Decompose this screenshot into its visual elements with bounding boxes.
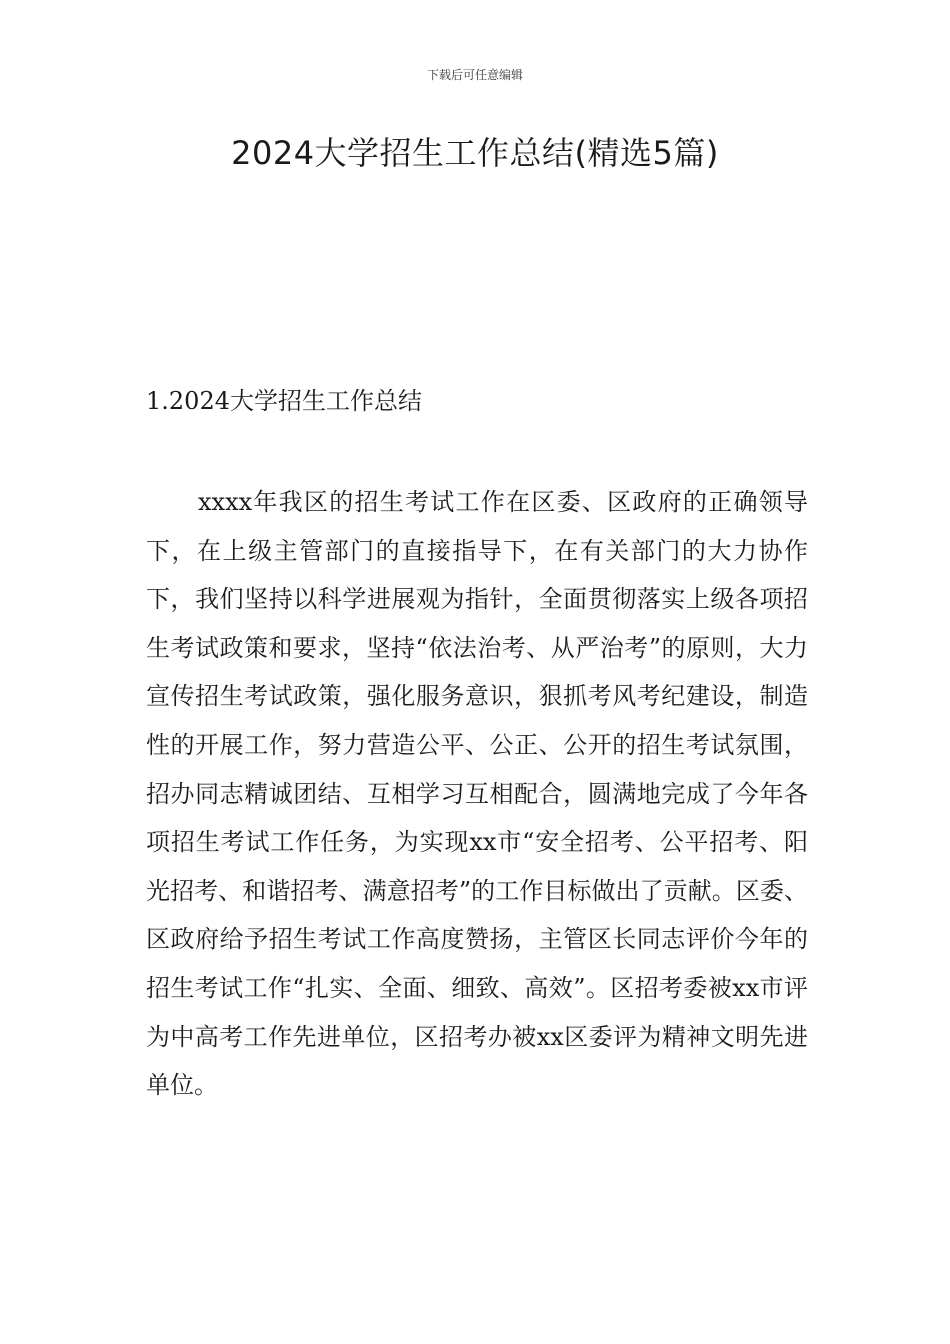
document-title: 2024大学招生工作总结(精选5篇) — [231, 134, 719, 172]
section-heading: 1.2024大学招生工作总结 — [146, 387, 422, 415]
body-paragraph: xxxx年我区的招生考试工作在区委、区政府的正确领导下，在上级主管部门的直接指导下，在有关部门的大力协作下，我们坚持以科学进展观为指针，全面贯彻落实上级各项招生考试政策和要求，坚持“依法治考、从严治考”的原则，大力宣传招生考试政策，强化服务意识，狠抓考风考纪建设，制造性的开展工作，努力营造公平、公正、公开的招生考试氛围，招办同志精诚团结、互相学习互相配合，圆满地完成了今年各项招生考试工作任务，为实现xx市“安全招考、公平招考、阳光招考、和谐招考、满意招考”的工作目标做出了贡献。区委、区政府给予招生考试工作高度赞扬，主管区长同志评价今年的招生考试工作“扎实、全面、细致、高效”。区招考委被xx市评为中高考工作先进单位，区招考办被xx区委评为精神文明先进单位。 — [146, 488, 808, 1100]
header-note: 下载后可任意编辑 — [426, 68, 523, 82]
